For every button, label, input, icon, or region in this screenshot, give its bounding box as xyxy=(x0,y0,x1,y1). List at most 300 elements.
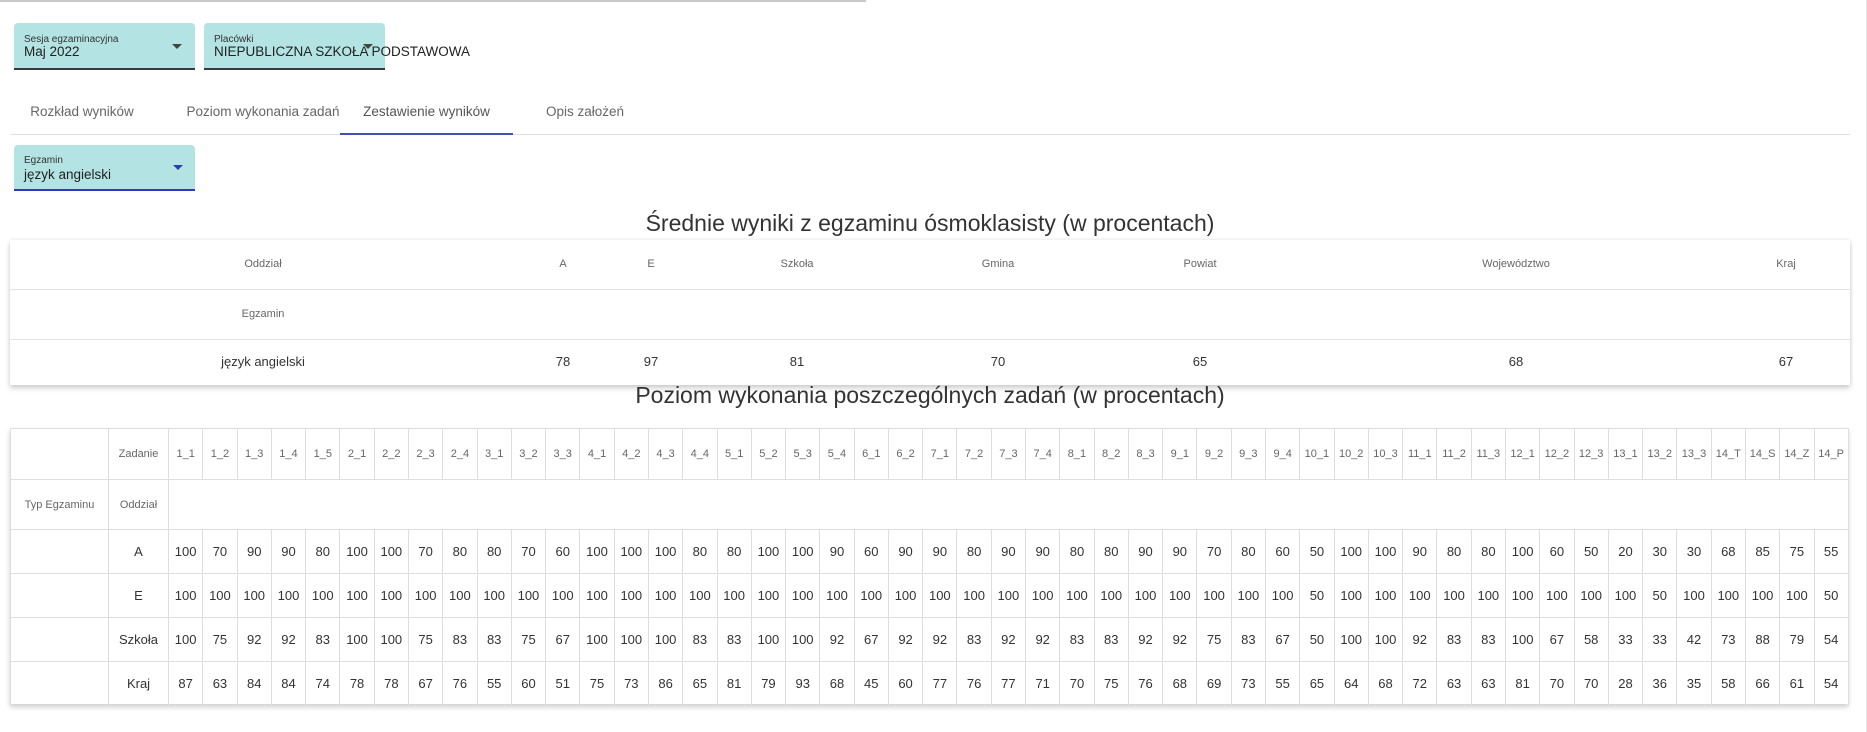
task-column-header: 4_1 xyxy=(580,429,614,480)
task-value-cell: 68 xyxy=(1711,530,1745,574)
task-value-cell: 55 xyxy=(1266,662,1300,706)
blank-cell xyxy=(11,662,109,706)
task-value-cell: 51 xyxy=(546,662,580,706)
task-column-header: 14_Z xyxy=(1780,429,1814,480)
task-value-cell: 100 xyxy=(1711,574,1745,618)
task-column-header: 6_2 xyxy=(888,429,922,480)
task-column-header: 2_2 xyxy=(374,429,408,480)
task-value-cell: 30 xyxy=(1677,530,1711,574)
school-select-label: Placówki xyxy=(214,34,254,45)
task-value-cell: 68 xyxy=(1163,662,1197,706)
value-gmina: 70 xyxy=(990,354,1006,369)
task-value-cell: 76 xyxy=(1128,662,1162,706)
task-value-cell: 100 xyxy=(1266,574,1300,618)
task-value-cell: 83 xyxy=(1094,618,1128,662)
task-value-cell: 100 xyxy=(580,530,614,574)
header-oddzial: Oddział xyxy=(109,480,169,530)
task-value-cell: 63 xyxy=(203,662,237,706)
task-value-cell: 100 xyxy=(477,574,511,618)
task-value-cell: 67 xyxy=(408,662,442,706)
task-column-header: 14_T xyxy=(1711,429,1745,480)
task-value-cell: 65 xyxy=(683,662,717,706)
task-column-header: 9_2 xyxy=(1197,429,1231,480)
header-szkola: Szkoła xyxy=(780,258,814,270)
chevron-down-icon xyxy=(363,44,373,49)
task-value-cell: 100 xyxy=(306,574,340,618)
task-column-header: 7_2 xyxy=(957,429,991,480)
task-value-cell: 75 xyxy=(203,618,237,662)
value-powiat: 65 xyxy=(1192,354,1208,369)
task-value-cell: 50 xyxy=(1814,574,1848,618)
task-value-cell: 67 xyxy=(854,618,888,662)
school-select-value: NIEPUBLICZNA SZKOŁA PODSTAWOWA xyxy=(214,44,471,59)
task-value-cell: 100 xyxy=(443,574,477,618)
task-value-cell: 75 xyxy=(1780,530,1814,574)
task-value-cell: 100 xyxy=(957,574,991,618)
task-column-header: 1_1 xyxy=(169,429,203,480)
task-value-cell: 100 xyxy=(546,574,580,618)
task-value-cell: 100 xyxy=(991,574,1025,618)
task-value-cell: 100 xyxy=(1368,618,1402,662)
task-value-cell: 68 xyxy=(820,662,854,706)
task-value-cell: 60 xyxy=(511,662,545,706)
blank-cell xyxy=(11,574,109,618)
task-value-cell: 60 xyxy=(1266,530,1300,574)
task-value-cell: 80 xyxy=(306,530,340,574)
task-value-cell: 81 xyxy=(717,662,751,706)
task-value-cell: 84 xyxy=(271,662,305,706)
session-select-value: Maj 2022 xyxy=(24,44,80,59)
chevron-down-icon xyxy=(172,44,182,49)
task-value-cell: 100 xyxy=(374,530,408,574)
task-value-cell: 72 xyxy=(1403,662,1437,706)
task-value-cell: 100 xyxy=(237,574,271,618)
task-column-header: 12_3 xyxy=(1574,429,1608,480)
task-value-cell: 100 xyxy=(1197,574,1231,618)
task-value-cell: 76 xyxy=(957,662,991,706)
value-wojewodztwo: 68 xyxy=(1508,354,1524,369)
task-value-cell: 100 xyxy=(1026,574,1060,618)
task-value-cell: 100 xyxy=(786,574,820,618)
task-value-cell: 36 xyxy=(1643,662,1677,706)
value-kraj: 67 xyxy=(1778,354,1794,369)
header-typ-egzaminu: Typ Egzaminu xyxy=(11,480,109,530)
task-value-cell: 100 xyxy=(1163,574,1197,618)
task-value-cell: 100 xyxy=(340,530,374,574)
task-value-cell: 63 xyxy=(1437,662,1471,706)
task-column-header: 3_2 xyxy=(511,429,545,480)
task-value-cell: 80 xyxy=(443,530,477,574)
task-value-cell: 100 xyxy=(1334,574,1368,618)
task-value-cell: 50 xyxy=(1300,618,1334,662)
exam-select-value: język angielski xyxy=(24,167,112,182)
task-value-cell: 100 xyxy=(1403,574,1437,618)
task-value-cell: 100 xyxy=(786,618,820,662)
task-column-header: 4_4 xyxy=(683,429,717,480)
task-value-cell: 100 xyxy=(648,618,682,662)
task-value-cell: 100 xyxy=(1334,530,1368,574)
header-zadanie: Zadanie xyxy=(109,429,169,480)
task-value-cell: 45 xyxy=(854,662,888,706)
task-value-cell: 54 xyxy=(1814,618,1848,662)
task-column-header: 1_2 xyxy=(203,429,237,480)
tasks-table xyxy=(10,428,1849,706)
header-kraj: Kraj xyxy=(1776,258,1796,270)
task-value-cell: 75 xyxy=(1094,662,1128,706)
task-value-cell: 80 xyxy=(957,530,991,574)
task-value-cell: 33 xyxy=(1643,618,1677,662)
task-value-cell: 100 xyxy=(1677,574,1711,618)
task-column-header: 5_2 xyxy=(751,429,785,480)
task-value-cell: 60 xyxy=(546,530,580,574)
task-value-cell: 75 xyxy=(1197,618,1231,662)
task-value-cell: 100 xyxy=(203,574,237,618)
table-row xyxy=(11,574,1849,618)
task-value-cell: 75 xyxy=(408,618,442,662)
task-column-header: 11_2 xyxy=(1437,429,1471,480)
task-value-cell: 100 xyxy=(854,574,888,618)
task-column-header: 5_1 xyxy=(717,429,751,480)
header-e: E xyxy=(647,258,655,270)
blank-cell xyxy=(11,618,109,662)
task-value-cell: 76 xyxy=(443,662,477,706)
task-value-cell: 100 xyxy=(648,574,682,618)
task-column-header: 6_1 xyxy=(854,429,888,480)
task-column-header: 12_2 xyxy=(1540,429,1574,480)
task-value-cell: 70 xyxy=(511,530,545,574)
task-value-cell: 70 xyxy=(1574,662,1608,706)
row-label: język angielski xyxy=(221,354,305,369)
task-value-cell: 90 xyxy=(271,530,305,574)
task-value-cell: 78 xyxy=(340,662,374,706)
header-powiat: Powiat xyxy=(1183,258,1217,270)
task-column-header: 11_3 xyxy=(1471,429,1505,480)
task-value-cell: 100 xyxy=(1505,574,1539,618)
task-value-cell: 55 xyxy=(477,662,511,706)
task-column-header: 10_1 xyxy=(1300,429,1334,480)
task-value-cell: 92 xyxy=(1026,618,1060,662)
session-select-label: Sesja egzaminacyjna xyxy=(24,34,119,45)
task-value-cell: 50 xyxy=(1300,530,1334,574)
task-value-cell: 100 xyxy=(511,574,545,618)
row-label: A xyxy=(109,530,169,574)
averages-title: Średnie wyniki z egzaminu ósmoklasisty (w procentach) xyxy=(645,210,1215,236)
task-value-cell: 55 xyxy=(1814,530,1848,574)
header-wojewodztwo: Województwo xyxy=(1482,258,1550,270)
task-value-cell: 100 xyxy=(1368,574,1402,618)
task-value-cell: 61 xyxy=(1780,662,1814,706)
task-value-cell: 65 xyxy=(1300,662,1334,706)
task-value-cell: 100 xyxy=(169,530,203,574)
task-value-cell: 83 xyxy=(1471,618,1505,662)
task-value-cell: 58 xyxy=(1711,662,1745,706)
task-value-cell: 80 xyxy=(1231,530,1265,574)
task-value-cell: 83 xyxy=(1231,618,1265,662)
blank-cell xyxy=(11,429,109,480)
task-value-cell: 90 xyxy=(1128,530,1162,574)
task-column-header: 1_4 xyxy=(271,429,305,480)
task-value-cell: 68 xyxy=(1368,662,1402,706)
averages-data-row xyxy=(10,340,1850,385)
task-value-cell: 78 xyxy=(374,662,408,706)
tab-bar xyxy=(10,95,1850,135)
row-label: E xyxy=(109,574,169,618)
averages-table xyxy=(10,240,1850,385)
task-value-cell: 80 xyxy=(477,530,511,574)
task-column-header: 13_3 xyxy=(1677,429,1711,480)
task-column-header: 9_3 xyxy=(1231,429,1265,480)
task-value-cell: 100 xyxy=(1780,574,1814,618)
header-oddzial: Oddział xyxy=(244,258,282,270)
task-column-header: 8_1 xyxy=(1060,429,1094,480)
tab-rozklad-wynikow[interactable]: Rozkład wyników xyxy=(30,104,134,119)
task-column-header: 4_3 xyxy=(648,429,682,480)
table-row xyxy=(11,662,1849,706)
task-value-cell: 50 xyxy=(1643,574,1677,618)
task-value-cell: 100 xyxy=(923,574,957,618)
task-value-cell: 90 xyxy=(991,530,1025,574)
task-value-cell: 100 xyxy=(169,618,203,662)
task-value-cell: 83 xyxy=(477,618,511,662)
task-value-cell: 90 xyxy=(888,530,922,574)
task-value-cell: 60 xyxy=(888,662,922,706)
task-value-cell: 80 xyxy=(717,530,751,574)
task-value-cell: 70 xyxy=(408,530,442,574)
task-value-cell: 100 xyxy=(786,530,820,574)
task-value-cell: 79 xyxy=(751,662,785,706)
task-column-header: 1_3 xyxy=(237,429,271,480)
task-value-cell: 58 xyxy=(1574,618,1608,662)
task-value-cell: 100 xyxy=(1368,530,1402,574)
task-value-cell: 100 xyxy=(1094,574,1128,618)
task-value-cell: 92 xyxy=(888,618,922,662)
task-value-cell: 100 xyxy=(169,574,203,618)
task-value-cell: 100 xyxy=(271,574,305,618)
task-column-header: 2_3 xyxy=(408,429,442,480)
task-value-cell: 86 xyxy=(648,662,682,706)
task-column-header: 7_1 xyxy=(923,429,957,480)
task-value-cell: 100 xyxy=(820,574,854,618)
exam-select[interactable] xyxy=(14,145,195,191)
task-value-cell: 90 xyxy=(1403,530,1437,574)
blank-cell xyxy=(11,530,109,574)
task-value-cell: 92 xyxy=(820,618,854,662)
task-value-cell: 100 xyxy=(374,618,408,662)
task-value-cell: 100 xyxy=(1334,618,1368,662)
task-column-header: 2_1 xyxy=(340,429,374,480)
task-value-cell: 90 xyxy=(237,530,271,574)
task-value-cell: 80 xyxy=(1060,530,1094,574)
task-value-cell: 100 xyxy=(751,574,785,618)
task-value-cell: 90 xyxy=(1026,530,1060,574)
tasks-title: Poziom wykonania poszczególnych zadań (w procentach) xyxy=(635,382,1225,408)
task-value-cell: 100 xyxy=(1574,574,1608,618)
averages-subheader-row xyxy=(10,290,1850,340)
header-gmina: Gmina xyxy=(981,258,1015,270)
task-value-cell: 100 xyxy=(648,530,682,574)
task-value-cell: 100 xyxy=(751,530,785,574)
task-column-header: 1_5 xyxy=(306,429,340,480)
task-column-header: 14_S xyxy=(1745,429,1779,480)
task-column-header: 7_3 xyxy=(991,429,1025,480)
row-label: Kraj xyxy=(109,662,169,706)
task-value-cell: 83 xyxy=(683,618,717,662)
task-value-cell: 90 xyxy=(1163,530,1197,574)
task-value-cell: 80 xyxy=(683,530,717,574)
task-value-cell: 88 xyxy=(1745,618,1779,662)
task-value-cell: 67 xyxy=(1266,618,1300,662)
school-select[interactable] xyxy=(204,23,471,70)
task-value-cell: 80 xyxy=(1437,530,1471,574)
task-value-cell: 71 xyxy=(1026,662,1060,706)
blank-span-cell xyxy=(169,480,1849,530)
task-value-cell: 83 xyxy=(717,618,751,662)
task-value-cell: 90 xyxy=(923,530,957,574)
task-value-cell: 60 xyxy=(854,530,888,574)
task-value-cell: 100 xyxy=(1231,574,1265,618)
task-value-cell: 84 xyxy=(237,662,271,706)
averages-header-row xyxy=(10,240,1850,290)
task-column-header: 11_1 xyxy=(1403,429,1437,480)
task-value-cell: 100 xyxy=(1505,530,1539,574)
task-value-cell: 33 xyxy=(1608,618,1642,662)
task-column-header: 8_2 xyxy=(1094,429,1128,480)
task-value-cell: 83 xyxy=(1060,618,1094,662)
task-value-cell: 70 xyxy=(203,530,237,574)
task-column-header: 8_3 xyxy=(1128,429,1162,480)
task-value-cell: 35 xyxy=(1677,662,1711,706)
task-value-cell: 93 xyxy=(786,662,820,706)
value-a: 78 xyxy=(555,354,571,369)
task-value-cell: 100 xyxy=(1060,574,1094,618)
task-value-cell: 63 xyxy=(1471,662,1505,706)
task-value-cell: 85 xyxy=(1745,530,1779,574)
task-value-cell: 77 xyxy=(923,662,957,706)
task-value-cell: 100 xyxy=(340,574,374,618)
task-value-cell: 100 xyxy=(1540,574,1574,618)
task-value-cell: 100 xyxy=(683,574,717,618)
task-value-cell: 60 xyxy=(1540,530,1574,574)
task-value-cell: 87 xyxy=(169,662,203,706)
task-value-cell: 100 xyxy=(374,574,408,618)
value-szkola: 81 xyxy=(789,354,805,369)
task-value-cell: 28 xyxy=(1608,662,1642,706)
task-column-header: 3_1 xyxy=(477,429,511,480)
task-value-cell: 90 xyxy=(820,530,854,574)
task-value-cell: 92 xyxy=(271,618,305,662)
task-value-cell: 67 xyxy=(1540,618,1574,662)
task-value-cell: 75 xyxy=(580,662,614,706)
task-value-cell: 100 xyxy=(1437,574,1471,618)
task-value-cell: 54 xyxy=(1814,662,1848,706)
task-column-header: 10_3 xyxy=(1368,429,1402,480)
task-value-cell: 74 xyxy=(306,662,340,706)
task-value-cell: 100 xyxy=(1505,618,1539,662)
task-value-cell: 77 xyxy=(991,662,1025,706)
task-value-cell: 70 xyxy=(1540,662,1574,706)
tasks-subheader-row xyxy=(11,480,1849,530)
task-value-cell: 81 xyxy=(1505,662,1539,706)
task-column-header: 4_2 xyxy=(614,429,648,480)
task-value-cell: 83 xyxy=(306,618,340,662)
task-value-cell: 50 xyxy=(1300,574,1334,618)
task-column-header: 13_1 xyxy=(1608,429,1642,480)
task-value-cell: 80 xyxy=(1471,530,1505,574)
task-value-cell: 92 xyxy=(237,618,271,662)
task-value-cell: 100 xyxy=(888,574,922,618)
tab-poziom-wykonania-zadan[interactable]: Poziom wykonania zadań xyxy=(186,104,340,119)
task-value-cell: 67 xyxy=(546,618,580,662)
task-value-cell: 66 xyxy=(1745,662,1779,706)
task-value-cell: 64 xyxy=(1334,662,1368,706)
task-value-cell: 70 xyxy=(1060,662,1094,706)
task-value-cell: 69 xyxy=(1197,662,1231,706)
task-value-cell: 100 xyxy=(1608,574,1642,618)
loading-progress-bar xyxy=(0,0,866,2)
task-value-cell: 83 xyxy=(1437,618,1471,662)
task-value-cell: 100 xyxy=(408,574,442,618)
task-value-cell: 75 xyxy=(511,618,545,662)
task-value-cell: 100 xyxy=(580,574,614,618)
task-column-header: 12_1 xyxy=(1505,429,1539,480)
task-value-cell: 83 xyxy=(957,618,991,662)
chevron-down-icon xyxy=(173,165,183,170)
task-value-cell: 100 xyxy=(340,618,374,662)
task-value-cell: 92 xyxy=(923,618,957,662)
task-value-cell: 92 xyxy=(1403,618,1437,662)
task-value-cell: 50 xyxy=(1574,530,1608,574)
header-a: A xyxy=(559,258,567,270)
value-e: 97 xyxy=(643,354,659,369)
task-value-cell: 100 xyxy=(717,574,751,618)
session-select[interactable] xyxy=(14,23,195,70)
task-value-cell: 100 xyxy=(1745,574,1779,618)
task-value-cell: 73 xyxy=(614,662,648,706)
tab-opis-zalozen[interactable]: Opis założeń xyxy=(545,104,625,119)
table-row xyxy=(11,618,1849,662)
task-column-header: 9_4 xyxy=(1266,429,1300,480)
task-column-header: 9_1 xyxy=(1163,429,1197,480)
subheader-egzamin: Egzamin xyxy=(241,308,285,320)
task-value-cell: 20 xyxy=(1608,530,1642,574)
tasks-header-row xyxy=(11,429,1849,480)
task-value-cell: 100 xyxy=(614,618,648,662)
row-label: Szkoła xyxy=(109,618,169,662)
task-value-cell: 73 xyxy=(1711,618,1745,662)
tasks-table-wrapper xyxy=(10,428,1848,704)
task-value-cell: 100 xyxy=(1128,574,1162,618)
task-value-cell: 100 xyxy=(580,618,614,662)
task-value-cell: 92 xyxy=(1128,618,1162,662)
task-value-cell: 100 xyxy=(1471,574,1505,618)
tab-zestawienie-wynikow[interactable]: Zestawienie wyników xyxy=(340,95,513,135)
task-column-header: 14_P xyxy=(1814,429,1848,480)
task-value-cell: 70 xyxy=(1197,530,1231,574)
task-value-cell: 73 xyxy=(1231,662,1265,706)
task-value-cell: 100 xyxy=(614,574,648,618)
task-column-header: 10_2 xyxy=(1334,429,1368,480)
task-column-header: 5_4 xyxy=(820,429,854,480)
task-column-header: 5_3 xyxy=(786,429,820,480)
task-column-header: 2_4 xyxy=(443,429,477,480)
task-value-cell: 79 xyxy=(1780,618,1814,662)
task-value-cell: 100 xyxy=(614,530,648,574)
task-column-header: 3_3 xyxy=(546,429,580,480)
task-column-header: 7_4 xyxy=(1026,429,1060,480)
task-value-cell: 92 xyxy=(1163,618,1197,662)
task-value-cell: 30 xyxy=(1643,530,1677,574)
task-value-cell: 80 xyxy=(1094,530,1128,574)
